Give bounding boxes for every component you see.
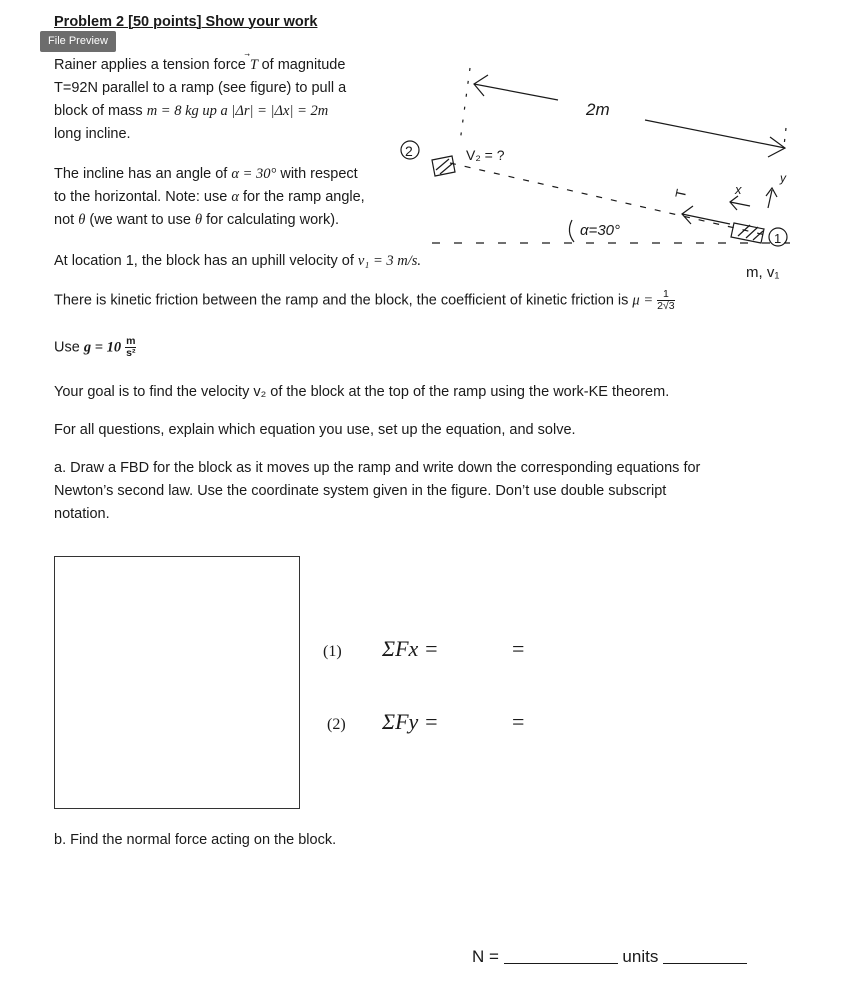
position-2-label: 2	[405, 143, 413, 159]
intro-line2: T=92N parallel to a ramp (see figure) to pull a	[54, 80, 347, 96]
tension-symbol: T	[249, 57, 258, 73]
normal-force-answer-field[interactable]	[504, 949, 618, 964]
incline-line1: The incline has an angle of	[54, 166, 228, 182]
equation-2-answer-field[interactable]	[480, 713, 570, 739]
distance-arrow-left	[474, 84, 558, 100]
theta-symbol-2: θ	[194, 212, 203, 228]
ramp-figure	[395, 55, 815, 290]
friction-line: There is kinetic friction between the ramp and the block, the coefficient of kinetic friction is μ = $\frac{1}{2√3}$	[54, 288, 675, 312]
intro-line1-end: of magnitude	[261, 57, 346, 73]
block-mass-velocity-label: m, v₁	[746, 264, 780, 281]
distance-label: 2m	[586, 100, 610, 119]
goal-text: Your goal is to find the velocity v₂ of the block at the top of the ramp using the work-KE theorem.	[54, 384, 670, 400]
equation-1-lhs: ΣFx =	[382, 636, 439, 661]
block-position-2	[432, 156, 455, 176]
incline-line3-end: for calculating work).	[206, 212, 340, 228]
y-axis-label: y	[780, 171, 786, 185]
instructions-text: For all questions, explain which equation you use, set up the equation, and solve.	[54, 422, 576, 438]
angle-label: α=30°	[580, 222, 620, 239]
incline-line2-end: for the ramp angle,	[243, 189, 365, 205]
question-b: b. Find the normal force acting on the block.	[54, 832, 337, 848]
incline-line2: to the horizontal. Note: use	[54, 189, 228, 205]
distance-arrow-right	[645, 120, 785, 148]
g-math: g = 10	[83, 339, 122, 356]
gravity-line: Use g = 10 $\frac{m}{\text{s²}}$	[54, 335, 136, 359]
equation-2-lhs: ΣFy =	[382, 709, 439, 734]
fbd-drawing-box[interactable]	[54, 556, 300, 809]
tension-label: T	[671, 187, 690, 200]
g-unit-fraction: $\frac{m}{\text{s²}}$	[126, 335, 136, 359]
incline-paragraph	[54, 163, 414, 232]
location1-line: At location 1, the block has an uphill velocity of v₁ = 3 m/s.	[54, 253, 422, 269]
file-preview-button[interactable]: File Preview	[40, 31, 116, 52]
incline-line3: not	[54, 212, 75, 228]
question-a-line2: Newton’s second law. Use the coordinate system given in the figure. Don’t use double subscript	[54, 483, 667, 499]
theta-symbol: θ	[78, 212, 86, 228]
intro-mass-math: m = 8 kg up a |Δr| = |Δx| = 2m	[146, 103, 329, 119]
equation-1-rhs: =	[512, 636, 525, 661]
problem-title: Problem 2 [50 points] Show your work	[54, 14, 318, 30]
alpha-symbol: α	[231, 189, 239, 205]
x-axis-label: x	[735, 182, 742, 197]
mu-symbol: μ =	[632, 292, 654, 309]
left-extension-line	[460, 68, 470, 142]
units-answer-field[interactable]	[663, 949, 747, 964]
question-a	[54, 457, 774, 526]
mu-fraction: $\frac{1}{2√3}$	[657, 288, 675, 312]
incline-line1-end: with respect	[280, 166, 358, 182]
equation-2-rhs: =	[512, 709, 525, 734]
intro-line3: block of mass	[54, 103, 143, 119]
position-1-label: 1	[774, 231, 782, 246]
normal-force-label: N =	[472, 947, 499, 966]
incline-line3-mid: (we want to use	[89, 212, 191, 228]
v2-label: V₂ = ?	[466, 147, 505, 163]
question-a-line1: a. Draw a FBD for the block as it moves up the ramp and write down the corresponding equations for	[54, 460, 701, 476]
intro-paragraph	[54, 54, 414, 146]
equation-1-label: (1)	[323, 643, 342, 660]
intro-line4: long incline.	[54, 126, 131, 142]
v1-math: v₁ = 3 m/s.	[357, 253, 422, 269]
angle-math: α = 30°	[231, 166, 277, 182]
right-extension-line	[784, 128, 786, 146]
intro-line1: Rainer applies a tension force	[54, 57, 246, 73]
question-a-line3: notation.	[54, 506, 110, 522]
equation-2-label: (2)	[327, 716, 346, 733]
angle-arc	[569, 220, 574, 242]
answer-row	[472, 947, 747, 967]
equation-1-answer-field[interactable]	[480, 640, 570, 666]
units-label: units	[622, 947, 659, 966]
